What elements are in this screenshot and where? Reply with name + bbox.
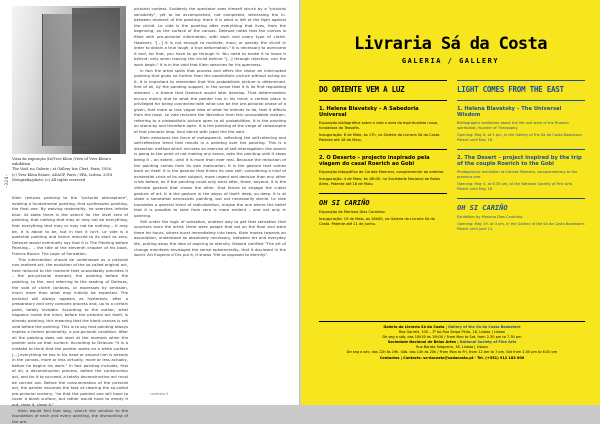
- caption-line: Vista da exposição /In/Yves Klein /View of Yves Klein's exhibition: [12, 157, 111, 167]
- body-paragraph: Klein reduces painting to the "pictorial atmosphere", evoking a fundamental painting, that synthesizes painting, the final one. By waiving materiality, he searches infinite blue. At stake there is the search for the level zero of painting, that nothing that may or may not be everything, that everything that may or may not be nothing – it may be, it is about to be, but in fact it isn't. Le vide is a potential painting and hence reduced to its start as zero. Deleuze would eventually say that it is The Painting before Painting... – the title of the eleventh chapter of his book, Francis Bacon: The Logic of Sensation.: [12, 195, 128, 256]
- event-title: 2. O Deserto – projecto inspirado pela viagem do casal Roerich ao Gobi: [319, 154, 430, 168]
- venue-name-en: | Gallery of the Sá da Costa Bookstore: [445, 325, 521, 329]
- body-paragraph: This intervention should be understood as a pictorial non-realized act, the evolution of the so-called original act, here reduced to the moment that unavoidably precedes it – the pre-pictorial moment, the painting before the painting, to the, and referring to the reading of Deleuze, the void of cliché contains, or expresses by omission, much more than what may initially be expected. The pictorial will always appears as hysteresis, after a preparatory and very complex process and, up to a certain point, totally invisible. According to the author, what happens inside the mind, before the pictorial act itself, is already painting, this meaning that the blank canvas is not void before the painting. This is to say that painting always implies a former pictoriality, a pre-pictorial condition. After all the painting does not start at the moment when the painter acts on that surface. According to Deleuze "it is a mistake to think that the painter works on a white surface [...] everything he has in his head or around him is already in the canvas, more or less virtually, more or less actually, before he begins his work." In fact painting includes, first of all, a deconstruction process, before the construction act, and for it to succeed, a totally deconstructive act must be carried out. Before the consummation of the pictorial act, the painter assumes the task of clearing the so-called pre-pictorial scenery, "so that the painted one will have to cover a blank surface, but rather would have to empty it out, clear it, clean it.": [12, 256, 128, 407]
- event-title: 1. Helena Blavatsky – The Universal Wisdom: [457, 106, 562, 119]
- exhibition-photo: [12, 6, 126, 154]
- section-heading: DO ORIENTE VEM A LUZ: [319, 85, 405, 94]
- body-paragraph: Klein embraces the force of metaspeech, reflecting the self-referring and self-reflective trend that results in a painting over the painting. This is a dissection method which includes an exercise of self-interrogation: the search is going to the point of not making any sense, asks the painting until it stops being it – an extent, until it is more than ever real. Because the reduction of the painting comes from its own maturation. It is the gesture that comes back on itself. It is the gesture that thinks its own self, considering a kind of existential crisis of its own subject, more urgent and decisive than any other crisis before, as if the painting could only exist after, there, beyond. It is the ultimate gesture that closes the other, that forces to engage the cubist gesture of art. It is the gesture in the abyss of itself: deep, so deep. It is at stake a somewhat narcissistic painting, but not necessarily sterile. Le vide translates a general trend of radicalization, maybe the one where the belief that it is possible to start from zero is more evident – and not only in painting.: [134, 134, 286, 218]
- caption-line: (fotografia/photo: (c) All rights reserved: [12, 177, 86, 182]
- body-column-left: [12, 195, 128, 424]
- event-description: Exposição bibliográfica sobre a vida e obra da espiritualista russa, fundadora da Teosofia.: [319, 120, 439, 130]
- divider: [319, 100, 447, 101]
- event-description: Bibliographic exhibition about the life and work of the Russian spiritualist, founder of Theosophy.: [457, 120, 569, 130]
- contacts-info: Contactos | Contacts: sa-dacosta@sadacosta.pt · Tel. (+351) 912 183 000: [379, 355, 525, 360]
- page-folio: contexto 9: [150, 392, 169, 396]
- event-title: 2. The Desert – project inspired by the trip of the couple Roerich to the Gobi: [457, 154, 582, 168]
- event-description: Exposição fotográfica de Carlota Manners, complementar da anterior.: [319, 169, 445, 174]
- caption-line: The Void, na Galerie / at Gallery Iris Clert, Paris, 1958.: [12, 167, 113, 172]
- event-description: Exposição de Mariana Dias Coutinho.: [319, 209, 386, 214]
- contact-line: De seg a sex, das 12h às 19h. Sáb. das 14h às 20h / From Mon to Fri, from 12 am to 7 pm. Sat from 2.00 pm to 8.00 pm: [346, 350, 558, 355]
- contact-line: De seg a sáb, das 10h30 às 19h30 / From Mon to Sat, from 2.30 pm to 7.30 pm: [382, 335, 522, 340]
- section-heading: LIGHT COMES FROM THE EAST: [457, 85, 564, 94]
- bookstore-subtitle: GALERIA / GALLERY: [401, 57, 500, 65]
- event-description: Exhibition by Mariana Dias Coutinho.: [457, 214, 524, 219]
- event-title: 1. Helena Blavatsky – A Sabedoria Universal: [319, 106, 419, 119]
- event-details: Inauguração: 19 de Maio, às 18h00, na Galeria da Livraria Sá da Costa. Patente até 11 de Junho.: [319, 216, 435, 226]
- divider: [457, 100, 585, 101]
- body-paragraph: Still under the logic of sensation, another way to get that sensation that surprises even the artist: there were people that sat on the floor and were there for hours, others burst immediately into tears. Klein moves towards an association, understood as absolutely necessary, between art and everyday life, putting away the idea of aspiring to eternity. Debord clarified "The art of change manifests envisaged the sense ephemerality, that it disclosed in the world. Art Eugenio d'Ors put it, it shows "life as opposed to eternity".: [134, 218, 286, 258]
- venue-name: Sociedade Nacional de Belas Artes: [387, 340, 457, 345]
- body-column-right: [134, 6, 286, 258]
- events-section: [457, 80, 585, 232]
- venue-name-en: | National Society of Fine Arts: [457, 340, 517, 345]
- events-section: [319, 80, 447, 227]
- divider: [319, 321, 585, 322]
- contact-line: Rua Barata Salgueiro, 36, Lisboa | Lisbon: [416, 345, 488, 350]
- divider: [319, 149, 447, 150]
- event-heading: OH SI CARIÑO: [457, 203, 508, 212]
- event-details: Opening: May 4, at 6.30 pm, at the National Society of Fine Arts. Patent until May 18.: [457, 181, 574, 191]
- photo-figure: [72, 8, 120, 154]
- venue-name: Galeria da Livraria Sá da Costa: [383, 325, 445, 329]
- venue-contacts: [319, 325, 585, 361]
- right-page-advert: [301, 0, 600, 405]
- event-details: Opening: May 8, at 5 pm, in the Gallery of the Sá da Costa Bookstore. Patent until May 18.: [457, 132, 583, 142]
- divider: [457, 198, 585, 199]
- bookstore-title: Livraria Sá da Costa: [354, 34, 547, 54]
- events-column-english: [457, 80, 585, 232]
- events-column-portuguese: [319, 80, 447, 227]
- divider: [319, 193, 447, 194]
- contact-line: Rua Garrett, 100 – 1º Ao Rua Serpa Pinto, 18, Lisboa | Lisbon: [398, 330, 506, 335]
- body-paragraph: pictorial context. Suddenly the spectator sees himself struck by a "pictorial sensibility", yet to be accomplished, not completed, witnessing the in-between moment of the painting: there it is what is left of the fight against the cliché. Le vide is the painting after everything that lives, from the beginning, on the surface of the canvas. Deleuze notes that the canvas is filled with pre-pictorial information, with each and every type of cliché. However, "[...] it is not enough to mutilate, maul, or parody the cliché in order to obtain a true laugh, a true deformation." It is necessary to overcome it and, for that, you have to go through it. You need to evoke it to leave it behind: only when leaving the cliché behind "[...] through rejection, can the work begin." It is in the void that Klein searches for his openness.: [134, 6, 286, 67]
- event-details: Inauguração: 4 de Maio, às 18h30, na Sociedade Nacional de Belas Artes. Patente até 18 de Maio.: [319, 176, 441, 186]
- photo-caption: [12, 157, 128, 183]
- margin-page-number: –324–: [4, 173, 9, 188]
- divider: [457, 149, 585, 150]
- caption-line: (c) Yves Klein Estate, ADAGP, Paris / SPA, Lisboa, 2018: [12, 172, 113, 177]
- event-heading: OH SI CARIÑO: [319, 198, 370, 207]
- event-description: Photographic exhibition of Carlota Manners, complementary to the previous one.: [457, 169, 578, 179]
- event-details: Inauguração: 8 de Maio, às 17h, na Galeria da Livraria Sá da Costa. Patente até 18 de Maio.: [319, 132, 441, 142]
- event-details: Opening: May 19, at 3 pm, in the Gallery of the Sá da Costa Bookstore. Patent until June 11.: [457, 221, 585, 231]
- body-paragraph: In fact the artist splits that process and offers the visitor an interrupted painting that gives no further than the possibilistic picture without acting on it. It is important to remember that this probabilistic picture is determined, first of all, by the painting support, in the sense that it is its first regulating element – a theme that Damisch would later develop. That determination occurs mainly due to what the painter has in his mind: a certain place is privileged for being connected with what can be the pre-pictorial phase of a given, that more or less vague idea of what he intends to do, that it affects from the most. Le vide reclaims the liberation from this unavoidable restrain, referring to a probabilistic picture open to all probabilities. It is the painting on stand-by and therefore open. It is the painting at the verge of catastrophe of that pinnacle leap. Soul dance with (ape) the the void.: [134, 67, 286, 135]
- contact-line: [319, 356, 585, 361]
- body-paragraph: Klein would find that way, search the solution to the foundation of each and every painting, the dismantling of the pre-: [12, 407, 128, 424]
